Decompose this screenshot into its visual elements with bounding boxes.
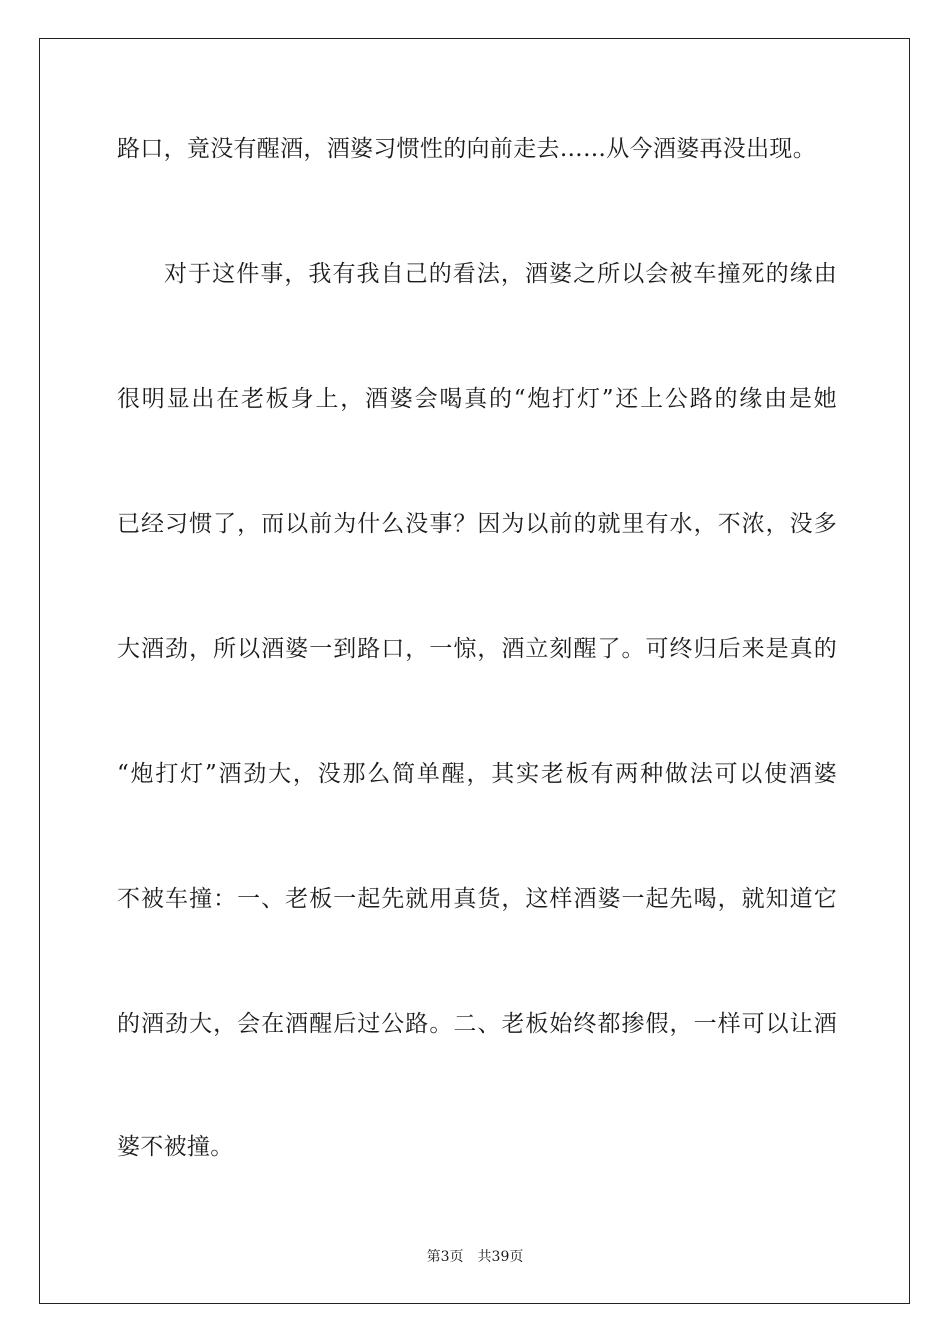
text-line: 已经习惯了，而以前为什么没事？因为以前的就里有水，不浓，没多 xyxy=(117,511,837,537)
text-line: 路口，竟没有醒酒，酒婆习惯性的向前走去……从今酒婆再没出现。 xyxy=(117,136,816,162)
page-number: 第3页 xyxy=(426,1249,464,1265)
text-line: 不被车撞：一、老板一起先就用真货，这样酒婆一起先喝，就知道它 xyxy=(117,886,837,912)
text-line: 婆不被撞。 xyxy=(117,1134,234,1160)
page-border xyxy=(39,38,910,1304)
text-line: “炮打灯”酒劲大，没那么简单醒，其实老板有两种做法可以使酒婆 xyxy=(117,761,837,787)
total-pages: 共39页 xyxy=(477,1249,524,1265)
text-line: 很明显出在老板身上，酒婆会喝真的“炮打灯”还上公路的缘由是她 xyxy=(117,386,837,412)
page-footer xyxy=(0,1248,950,1266)
text-line: 的酒劲大，会在酒醒后过公路。二、老板始终都掺假，一样可以让酒 xyxy=(117,1011,837,1037)
text-line: 大酒劲，所以酒婆一到路口，一惊，酒立刻醒了。可终归后来是真的 xyxy=(117,636,837,662)
paragraph-first-line: 对于这件事，我有我自己的看法，酒婆之所以会被车撞死的缘由 xyxy=(164,261,837,287)
